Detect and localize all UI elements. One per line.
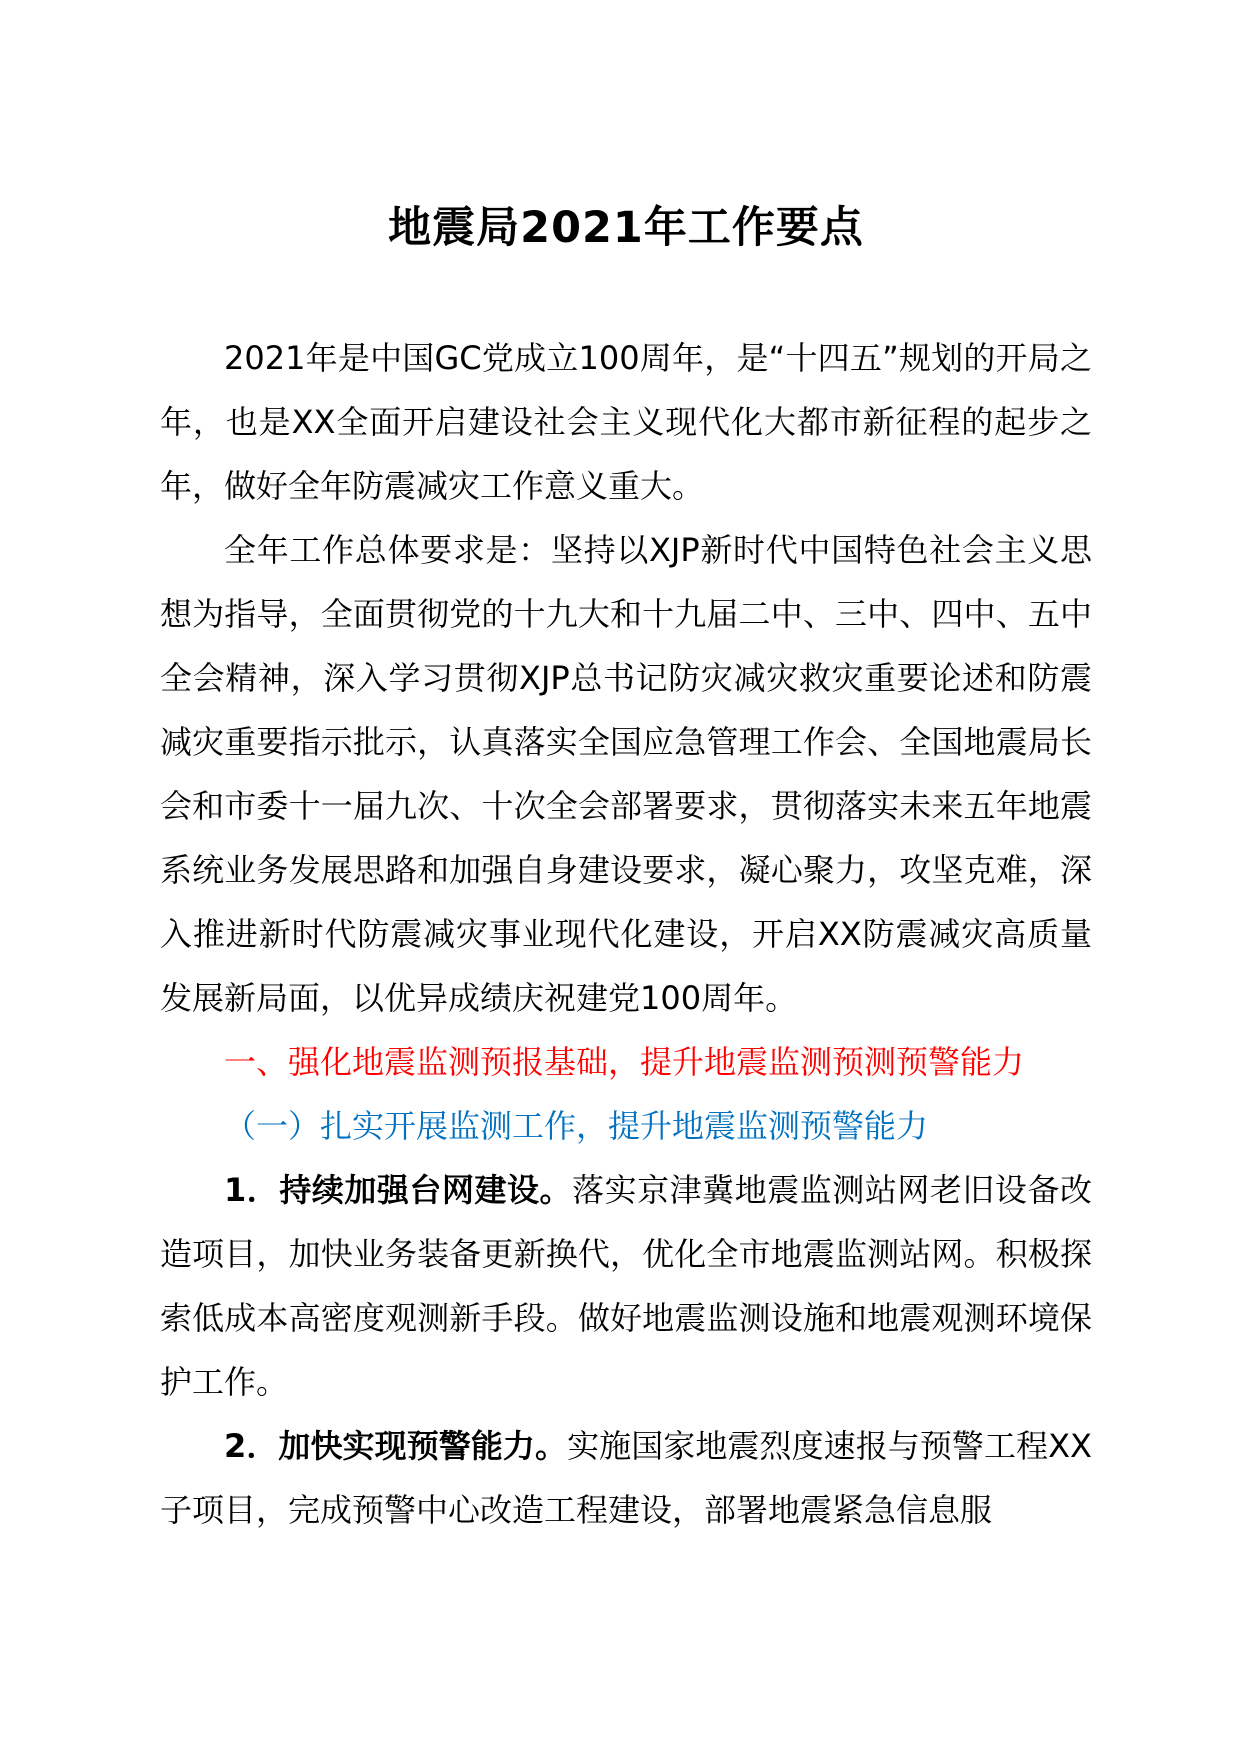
item-body-text: 实施国家地震烈度速报与预警工程XX子项目，完成预警中心改造工程建设，部署地震紧急信息服 [160, 1427, 1092, 1529]
item-body-text: 落实京津冀地震监测站网老旧设备改造项目，加快业务装备更新换代，优化全市地震监测站网。积极探索低成本高密度观测新手段。做好地震监测设施和地震观测环境保护工作。 [160, 1171, 1092, 1401]
item-lead-text: 1．持续加强台网建设。 [224, 1171, 573, 1209]
document-title: 地震局2021年工作要点 [388, 203, 864, 253]
document-body [160, 326, 1092, 1542]
subsection-heading: （一）扎实开展监测工作，提升地震监测预警能力 [224, 1107, 929, 1145]
general-requirements-paragraph: 全年工作总体要求是：坚持以XJP新时代中国特色社会主义思想为指导，全面贯彻党的十九大和十九届二中、三中、四中、五中全会精神，深入学习贯彻XJP总书记防灾减灾救灾重要论述和防震减灾重要指示批示，认真落实全国应急管理工作会、全国地震局长会和市委十一届九次、十次全会部署要求，贯彻落实未来五年地震系统业务发展思路和加强自身建设要求，凝心聚力，攻坚克难，深入推进新时代防震减灾事业现代化建设，开启XX防震减灾高质量发展新局面，以优异成绩庆祝建党100周年。 [160, 531, 1092, 1017]
intro-paragraph: 2021年是中国GC党成立100周年，是“十四五”规划的开局之年，也是XX全面开启建设社会主义现代化大都市新征程的起步之年，做好全年防震减灾工作意义重大。 [160, 339, 1092, 505]
item-lead-text: 2．加快实现预警能力。 [224, 1427, 568, 1465]
section-heading: 一、强化地震监测预报基础，提升地震监测预测预警能力 [224, 1043, 1025, 1081]
list-item [160, 1414, 1092, 1542]
list-item [160, 1158, 1092, 1414]
